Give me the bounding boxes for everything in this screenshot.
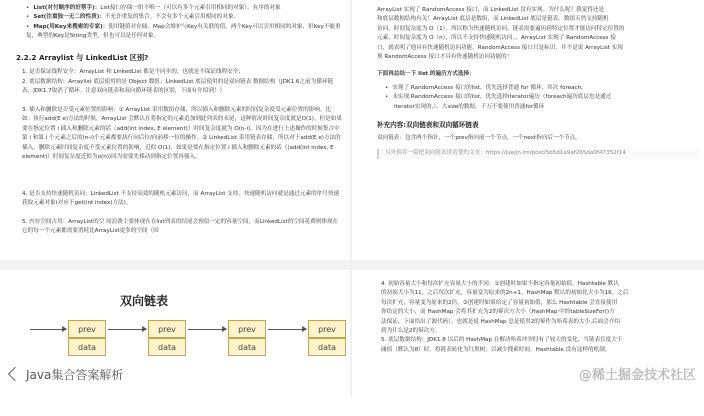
list-item: • Set(注重独一无二的性质)：不允许重复的集合。不会有多个元素引用相同的对象。 (26, 13, 342, 22)
randomaccess-text (377, 6, 699, 159)
page-divider-vertical (350, 0, 352, 396)
bottom-strip (0, 396, 704, 416)
list-item: iterator实现的,），大size的数据，千万不要使用普通for循环 (394, 103, 545, 110)
footer-bar (0, 358, 704, 396)
node-prev: prev (148, 320, 186, 338)
arrow (108, 329, 146, 330)
watermark: @稀土掘金技术社区 (578, 368, 696, 383)
reference-quote[interactable]: 另外推荐一篇把双向链表讲清楚的文章：https://juejin.im/post/5b5d1a9af265da0f47352f14 (377, 149, 699, 158)
page-top-right (353, 0, 704, 258)
node-prev: prev (308, 320, 346, 338)
section-list (22, 68, 342, 238)
paragraph: 双向链表：包含两个指针，一个prev指向前一个节点，一个next指向后一个节点。 (377, 135, 581, 142)
section-item: 3. 插入和删除是否受元素位置的影响：① ArrayList 采用数组存储，所以插入和删除元素的时间复杂度受元素位置的影响。比如：执行add(E e)方法的时候，ArrayList 会默认在将指定的元素追加到此列表的末尾，这种情况时间复杂度就是O(1)。但是如果要在指定位置 i 插入和删除元素的话（add(int index, E element)）时间复杂度就为 O(n-i)。因为在进行上述操作的时候集合中第 i 和第 i 个元素之后的(n-i)个元素都要执行向后位/向前移一位的操作。② LinkedList 采用链表存储，所以对于add(E e)方法的插入，删除元素时间复杂度不受元素位置的影响，近似 O(1)，如果是要在指定位置 i 插入和删除元素的话（(add(int index, E element)）时间复杂度近似为o(n))因为需要先移动到指定位置再插入。 (22, 107, 342, 161)
page-divider-horizontal (0, 260, 704, 270)
paragraph-line: 和底层数据结构有关！ArrayList 底层是数组，而 LinkedList 底层是链表。数组天然支持随机 (377, 16, 609, 23)
node-prev: prev (228, 320, 266, 338)
arrow (188, 329, 226, 330)
paragraph-line: 每次扩充，容量变为原来的2倍。②创建时如果给定了容量初始值，那么 Hashtable 会直接使用 (381, 299, 618, 306)
paragraph-line: 5. 底层数据结构：JDK1.8 以后的 HashMap 在解决哈希冲突时有了较大的变化，当链表长度大于 (381, 337, 623, 344)
document-title[interactable]: Java集合答案解析 (26, 368, 124, 382)
traversal-bullets (377, 84, 699, 112)
paragraph-line: 阈值（默认为8）时，将链表转化为红黑树，以减少搜索时间。Hashtable 没有这样的机制。 (381, 346, 611, 353)
section-item: 4. 是否支持快速随机访问：LinkedList 不支持高效的随机元素访问，而 ArrayList 支持。快速随机访问就是通过元素的序号快速获取元素对象(对应于get(int index)方法)。 (22, 191, 340, 207)
paragraph-line: 口，就表明了他具有快速随机访问功能。RandomAccess 接口只是标识，并不是说 ArrayList 实现 (377, 44, 623, 51)
paragraph-line: ArrayList 实现了 RandomAccess 接口，而 LinkedList 没有实现。为什么呢？我觉得还是 (377, 7, 605, 13)
hashtable-text (381, 280, 701, 355)
list-item: • 未实现 RandomAccess 接口的list，优先选择iterator遍历（foreach遍历底层也是通过 (385, 93, 699, 102)
section-item: 2. 底层数据结构：Arraylist 底层使用的是 Object 数组；LinkedList 底层使用的是双向链表 数据结构（JDK1.6之前为循环链表，JDK1.7取消了循环。注意双向链表和双向循环链表的区别，下面有介绍到！） (22, 79, 334, 95)
list-item: • 实现了 RandomAccess 接口的list，优先选择普通 for 循环，其次 foreach, (385, 84, 699, 93)
section-heading: 补充内容:双向链表和双向循环链表 (377, 121, 479, 130)
diagram-title: 双向链表 (120, 294, 169, 308)
page-top-left (0, 0, 349, 258)
chevron-left-icon[interactable] (8, 366, 22, 380)
back-link[interactable] (6, 366, 123, 383)
paragraph-line: 4. 初始容量大小和每次扩充容量大小的不同：①创建时如果不指定容量初始值，Hashtable 默认 (381, 281, 619, 287)
list-item: • Map(用Key来搜索的专家)：使用键值对存储。Map会维护与Key有关联的值。两个Key可以引用相同的对象，但Key不能重复，典型的Key是String类型，但也可以是任何对象。 (26, 23, 342, 42)
paragraph-line: 你给定的大小，而 HashMap 会将其扩充为2的幂次方大小（HashMap 中的tableSizeFor()方 (381, 309, 615, 316)
arrow (268, 329, 306, 330)
list-item: • List(对付顺序的好帮手)：List接口存储一组不唯一（可以有多个元素引用相同的对象），有序的对象 (26, 4, 342, 13)
section-item: 1. 是否保证线程安全：ArrayList 和 LinkedList 都是不同步的，也就是不保证线程安全； (22, 69, 244, 75)
node-data: data (68, 338, 106, 356)
paragraph-line: 的初始大小为11，之后每次扩充，容量变为原来的2n+1。HashMap 默认的初始化大小为16。之后 (381, 290, 629, 297)
paragraph-line: 到为什么是2的幂次方。 (381, 328, 441, 335)
paragraph-line: 访问，时间复杂度为 O（1），所以称为快速随机访问。链表需要遍历到特定位置才能访问特定位置的 (377, 25, 625, 32)
subheading: 下面再总结一下 list 的遍历方式选择： (377, 71, 475, 78)
collection-list (26, 4, 342, 42)
section-heading: 2.2.2 Arraylist 与 LinkedList 区别? (16, 53, 149, 62)
paragraph-line: 现 RandomAccess 接口才具有快速随机访问功能的！ (377, 54, 513, 61)
arrow (30, 329, 66, 330)
paragraph-line: 法保证，下面给出了源代码）。也就是说 HashMap 总是使用2的幂作为哈希表的大小,后面会介绍 (381, 318, 620, 325)
node-data: data (308, 338, 346, 356)
node-prev: prev (68, 320, 106, 338)
paragraph-line: 元素，时间复杂度为 O（n），所以不支持快速随机访问。，ArrayList 实现了 RandomAccess 接 (377, 35, 616, 42)
node-data: data (228, 338, 266, 356)
section-item: 5. 内存空间占用：ArrayList的空 间浪费主要体现在在list列表的结尾会预留一定的容量空间，而LinkedList的空间花费则体现在它的每一个元素都需要消耗比ArrayList更多的空间（因 (22, 219, 339, 235)
node-data: data (148, 338, 186, 356)
